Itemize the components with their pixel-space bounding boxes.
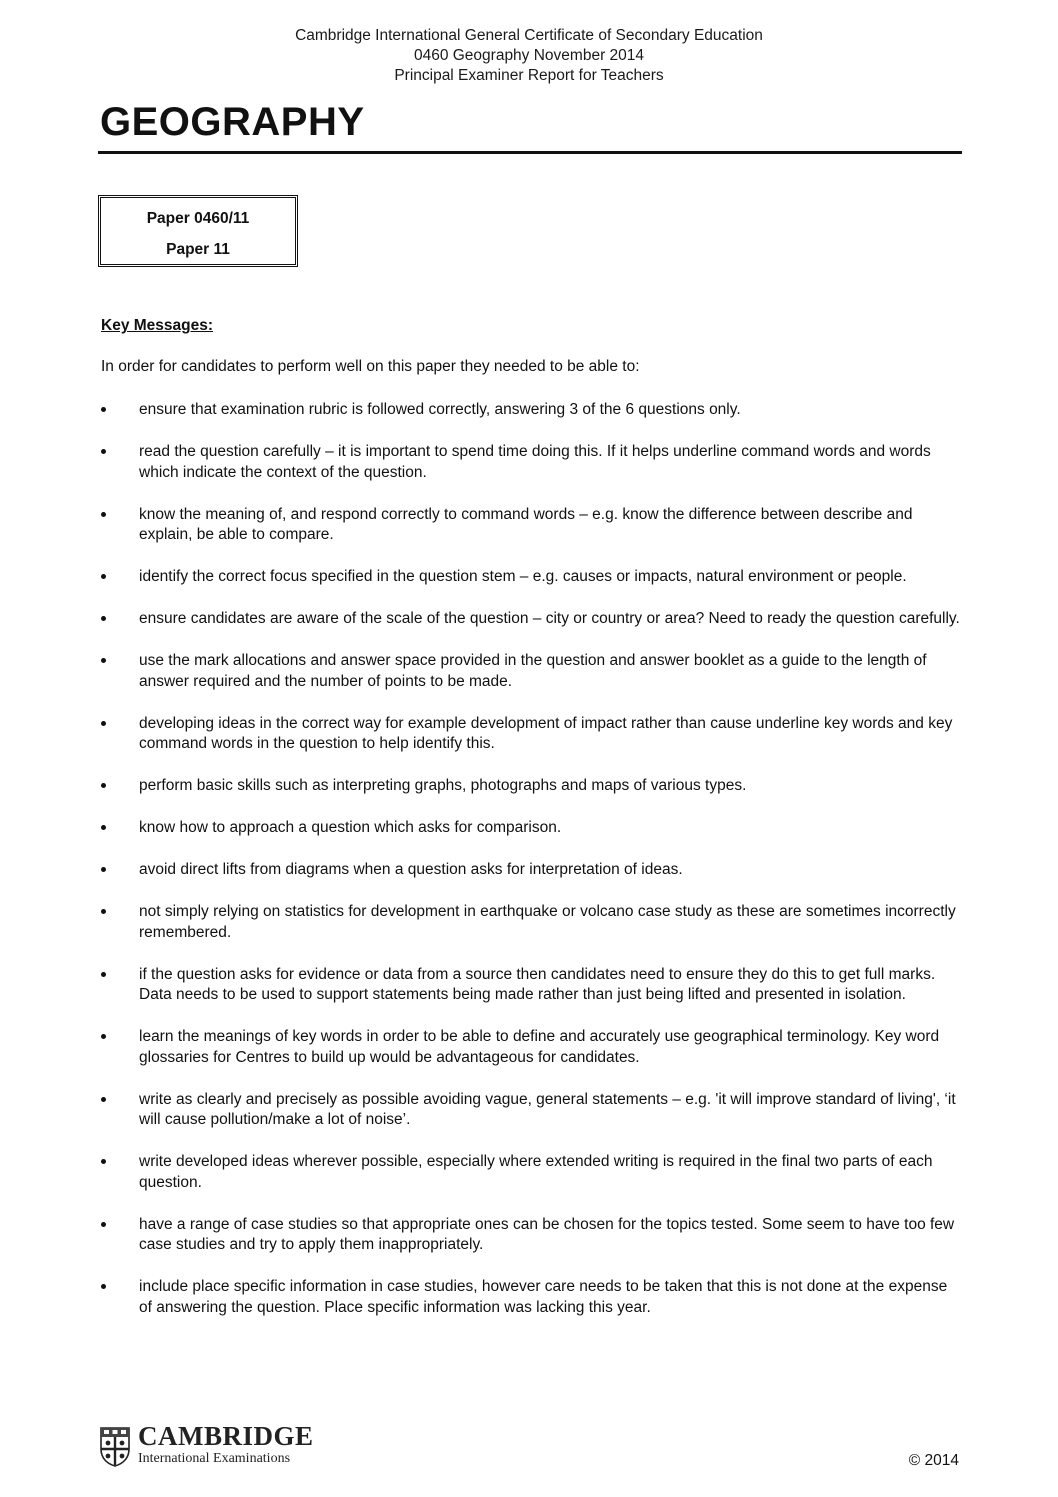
list-item: ensure candidates are aware of the scale of the question – city or country or area? Need to ready the question carefully. (101, 609, 963, 630)
bullet-icon (101, 1097, 106, 1102)
list-item: avoid direct lifts from diagrams when a question asks for interpretation of ideas. (101, 860, 963, 881)
header-line-1: Cambridge International General Certificate of Secondary Education (295, 27, 763, 44)
list-item: know the meaning of, and respond correctly to command words – e.g. know the difference between describe and explain, be able to compare. (101, 505, 963, 546)
bullet-icon (101, 449, 106, 454)
bullet-icon (101, 407, 106, 412)
bullet-icon (101, 867, 106, 872)
bullet-icon (101, 972, 106, 977)
bullet-icon (101, 616, 106, 621)
bullet-icon (101, 783, 106, 788)
list-item: have a range of case studies so that appropriate ones can be chosen for the topics tested. Some seem to have too few case studies and try to apply them inappropriately. (101, 1215, 963, 1256)
logo-subtitle: International Examinations (138, 1451, 291, 1466)
bullet-icon (101, 1159, 106, 1164)
page-title: GEOGRAPHY (100, 100, 365, 144)
list-item: write developed ideas wherever possible, especially where extended writing is required in the final two parts of each question. (101, 1152, 963, 1193)
copyright-notice: © 2014 (908, 1452, 959, 1469)
bullet-icon (101, 1034, 106, 1039)
list-item: developing ideas in the correct way for example development of impact rather than cause underline key words and key command words in the question to help identify this. (101, 714, 963, 755)
list-item: know how to approach a question which asks for comparison. (101, 818, 963, 839)
list-item: learn the meanings of key words in order to be able to define and accurately use geographical terminology. Key word glossaries for Centres to build up would be advantageous for candidates. (101, 1027, 963, 1068)
list-item: perform basic skills such as interpreting graphs, photographs and maps of various types. (101, 776, 963, 797)
bullet-icon (101, 1284, 106, 1289)
paper-code: Paper 0460/11 (146, 210, 250, 227)
header-line-3: Principal Examiner Report for Teachers (394, 67, 664, 84)
bullet-icon (101, 1222, 106, 1227)
title-divider (98, 151, 962, 154)
list-item: write as clearly and precisely as possible avoiding vague, general statements – e.g. 'it will improve standard of living', ‘it will cause pollution/make a lot of noise’. (101, 1090, 963, 1131)
header-line-2: 0460 Geography November 2014 (413, 47, 645, 64)
paper-number: Paper 11 (166, 241, 230, 258)
list-item: ensure that examination rubric is followed correctly, answering 3 of the 6 questions only. (101, 400, 963, 421)
list-item: if the question asks for evidence or data from a source then candidates need to ensure they do this to get full marks. Data needs to be used to support statements being made rather than just being lifted and presented in isolation. (101, 965, 963, 1006)
report-header (0, 26, 1058, 86)
bullet-icon (101, 721, 106, 726)
list-item: include place specific information in case studies, however care needs to be taken that this is not done at the expense of answering the question. Place specific information was lacking this year. (101, 1277, 963, 1318)
list-item: not simply relying on statistics for development in earthquake or volcano case study as these are sometimes incorrectly remembered. (101, 902, 963, 943)
bullet-icon (101, 909, 106, 914)
key-messages-intro: In order for candidates to perform well on this paper they needed to be able to: (101, 358, 640, 375)
bullet-icon (101, 658, 106, 663)
cambridge-crest-icon (100, 1427, 130, 1467)
bullet-icon (101, 574, 106, 579)
bullet-icon (101, 512, 106, 517)
logo-wordmark: CAMBRIDGE (138, 1421, 314, 1451)
list-item: read the question carefully – it is important to spend time doing this. If it helps underline command words and words which indicate the context of the question. (101, 442, 963, 483)
list-item: use the mark allocations and answer space provided in the question and answer booklet as a guide to the length of answer required and the number of points to be made. (101, 651, 963, 692)
list-item: identify the correct focus specified in the question stem – e.g. causes or impacts, natural environment or people. (101, 567, 963, 588)
key-messages-heading: Key Messages: (101, 317, 214, 334)
key-messages-list (101, 400, 963, 1340)
bullet-icon (101, 825, 106, 830)
paper-box (98, 195, 298, 267)
